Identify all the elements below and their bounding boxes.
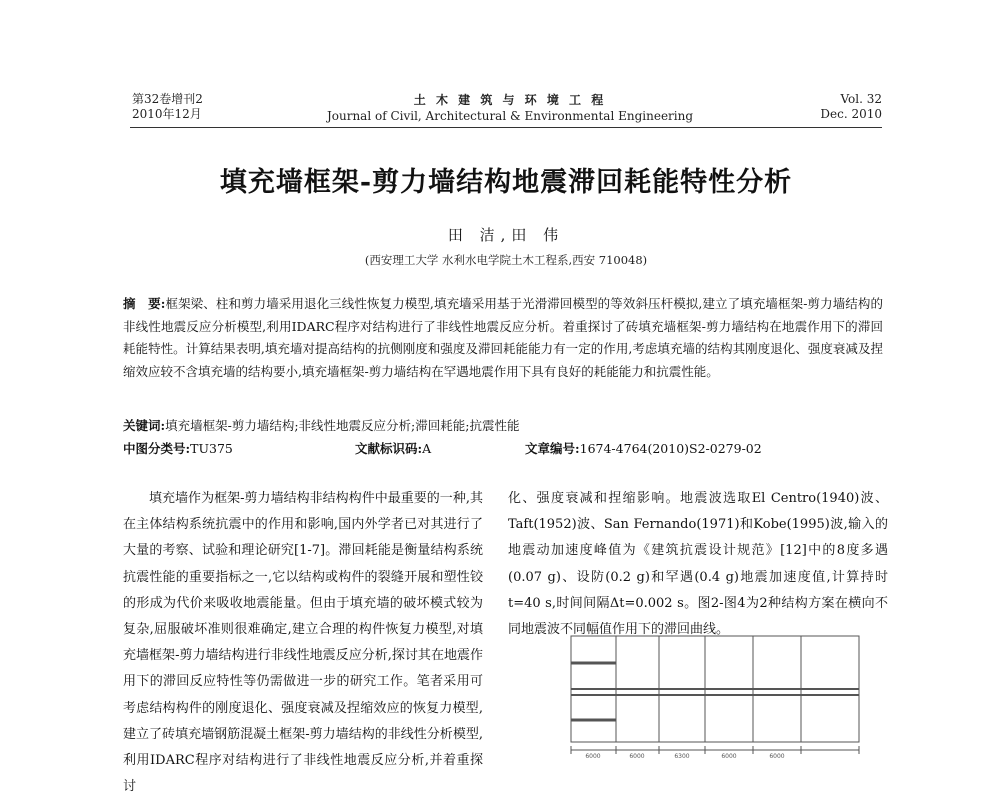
dimension-label: 6000 bbox=[629, 753, 645, 759]
abstract bbox=[123, 293, 883, 383]
paper-authors: 田 洁,田 伟 bbox=[447, 226, 565, 244]
intro-paragraph: 填充墙作为框架-剪力墙结构非结构构件中最重要的一种,其在主体结构系统抗震中的作用和影响,国内外学者已对其进行了大量的考察、试验和理论研究[1-7]。滞回耗能是衡量结构系统抗震性能的重要指标之一,它以结构或构件的裂缝开展和塑性铰的形成为代价来吸收地震能量。但由于填充墙的破坏模式较为复杂,屈服破坏准则很难确定,建立合理的构件恢复力模型,对填充墙框架-剪力墙结构进行非线性地震反应分析,探讨其在地震作用下的滞回反应特性等仍需做进一步的研究工作。笔者采用可考虑结构构件的刚度退化、强度衰减及捏缩效应的恢复力模型,建立了砖填充墙钢筋混凝土框架-剪力墙结构的非线性分析模型,利用IDARC程序对结构进行了非线性地震反应分析,并着重探讨 bbox=[123, 491, 483, 795]
art-value: 1674-4764(2010)S2-0279-02 bbox=[579, 441, 762, 456]
structure-plan-figure bbox=[565, 628, 865, 759]
keywords-label: 关键词: bbox=[123, 418, 166, 433]
paper-title: 填充墙框架-剪力墙结构地震滞回耗能特性分析 bbox=[219, 167, 793, 198]
volume-issue: 第32卷增刊2 bbox=[132, 92, 203, 106]
journal-volume-info bbox=[132, 92, 203, 122]
publication-date-cn: 2010年12月 bbox=[132, 107, 202, 121]
header-rule bbox=[130, 127, 882, 128]
keywords-text: 填充墙框架-剪力墙结构;非线性地震反应分析;滞回耗能;抗震性能 bbox=[165, 418, 520, 433]
keywords bbox=[123, 416, 883, 436]
art-label: 文章编号: bbox=[525, 441, 580, 456]
dimension-label: 6000 bbox=[721, 753, 737, 759]
abstract-text: 框架梁、柱和剪力墙采用退化三线性恢复力模型,填充墙采用基于光滑滞回模型的等效斜压杆模拟,建立了填充墙框架-剪力墙结构的非线性地震反应分析模型,利用IDARC程序对结构进行了非线性地震反应分析。着重探讨了砖填充墙框架-剪力墙结构在地震作用下的滞回耗能特性。计算结果表明,填充墙对提高结构的抗侧刚度和强度及滞回耗能能力有一定的作用,考虑填充墙的结构其刚度退化、强度衰减及捏缩效应较不含填充墙的结构要小,填充墙框架-剪力墙结构在罕遇地震作用下具有良好的耗能能力和抗震性能。 bbox=[123, 296, 883, 379]
body-column-left bbox=[123, 486, 483, 800]
dimension-label: 6000 bbox=[769, 753, 785, 759]
body-column-right bbox=[508, 486, 888, 643]
dimension-label: 6300 bbox=[674, 753, 690, 759]
method-paragraph: 化、强度衰减和捏缩影响。地震波选取El Centro(1940)波、Taft(1952)波、San Fernando(1971)和Kobe(1995)波,输入的地震动加速度峰值为《建筑抗震设计规范》[12]中的8度多遇(0.07 g)、设防(0.2 g)和罕遇(0.4 g)地震加速度值,计算持时t=40 s,时间间隔Δt=0.002 s。图2-图4为2种结构方案在横向不同地震波不同幅值作用下的滞回曲线。 bbox=[508, 491, 888, 638]
clc-value: TU375 bbox=[190, 441, 233, 456]
clc-label: 中图分类号: bbox=[123, 441, 191, 456]
article-number bbox=[525, 439, 762, 459]
doc-label: 文献标识码: bbox=[355, 441, 423, 456]
structure-plan-drawing bbox=[565, 628, 865, 759]
journal-name-en: Journal of Civil, Architectural & Environmental Engineering bbox=[326, 109, 694, 123]
document-code bbox=[355, 439, 431, 459]
publication-date-en: Dec. 2010 bbox=[820, 107, 882, 121]
journal-volume-en bbox=[820, 92, 882, 122]
journal-name-cn: 土 木 建 筑 与 环 境 工 程 bbox=[413, 93, 607, 107]
volume-en: Vol. 32 bbox=[840, 92, 882, 106]
paper-affiliation: (西安理工大学 水利水电学院土木工程系,西安 710048) bbox=[364, 253, 648, 267]
clc-number bbox=[123, 439, 233, 459]
journal-name bbox=[300, 92, 720, 124]
dimension-label: 6000 bbox=[585, 753, 601, 759]
doc-value: A bbox=[422, 441, 432, 456]
abstract-label: 摘 要: bbox=[123, 296, 166, 311]
